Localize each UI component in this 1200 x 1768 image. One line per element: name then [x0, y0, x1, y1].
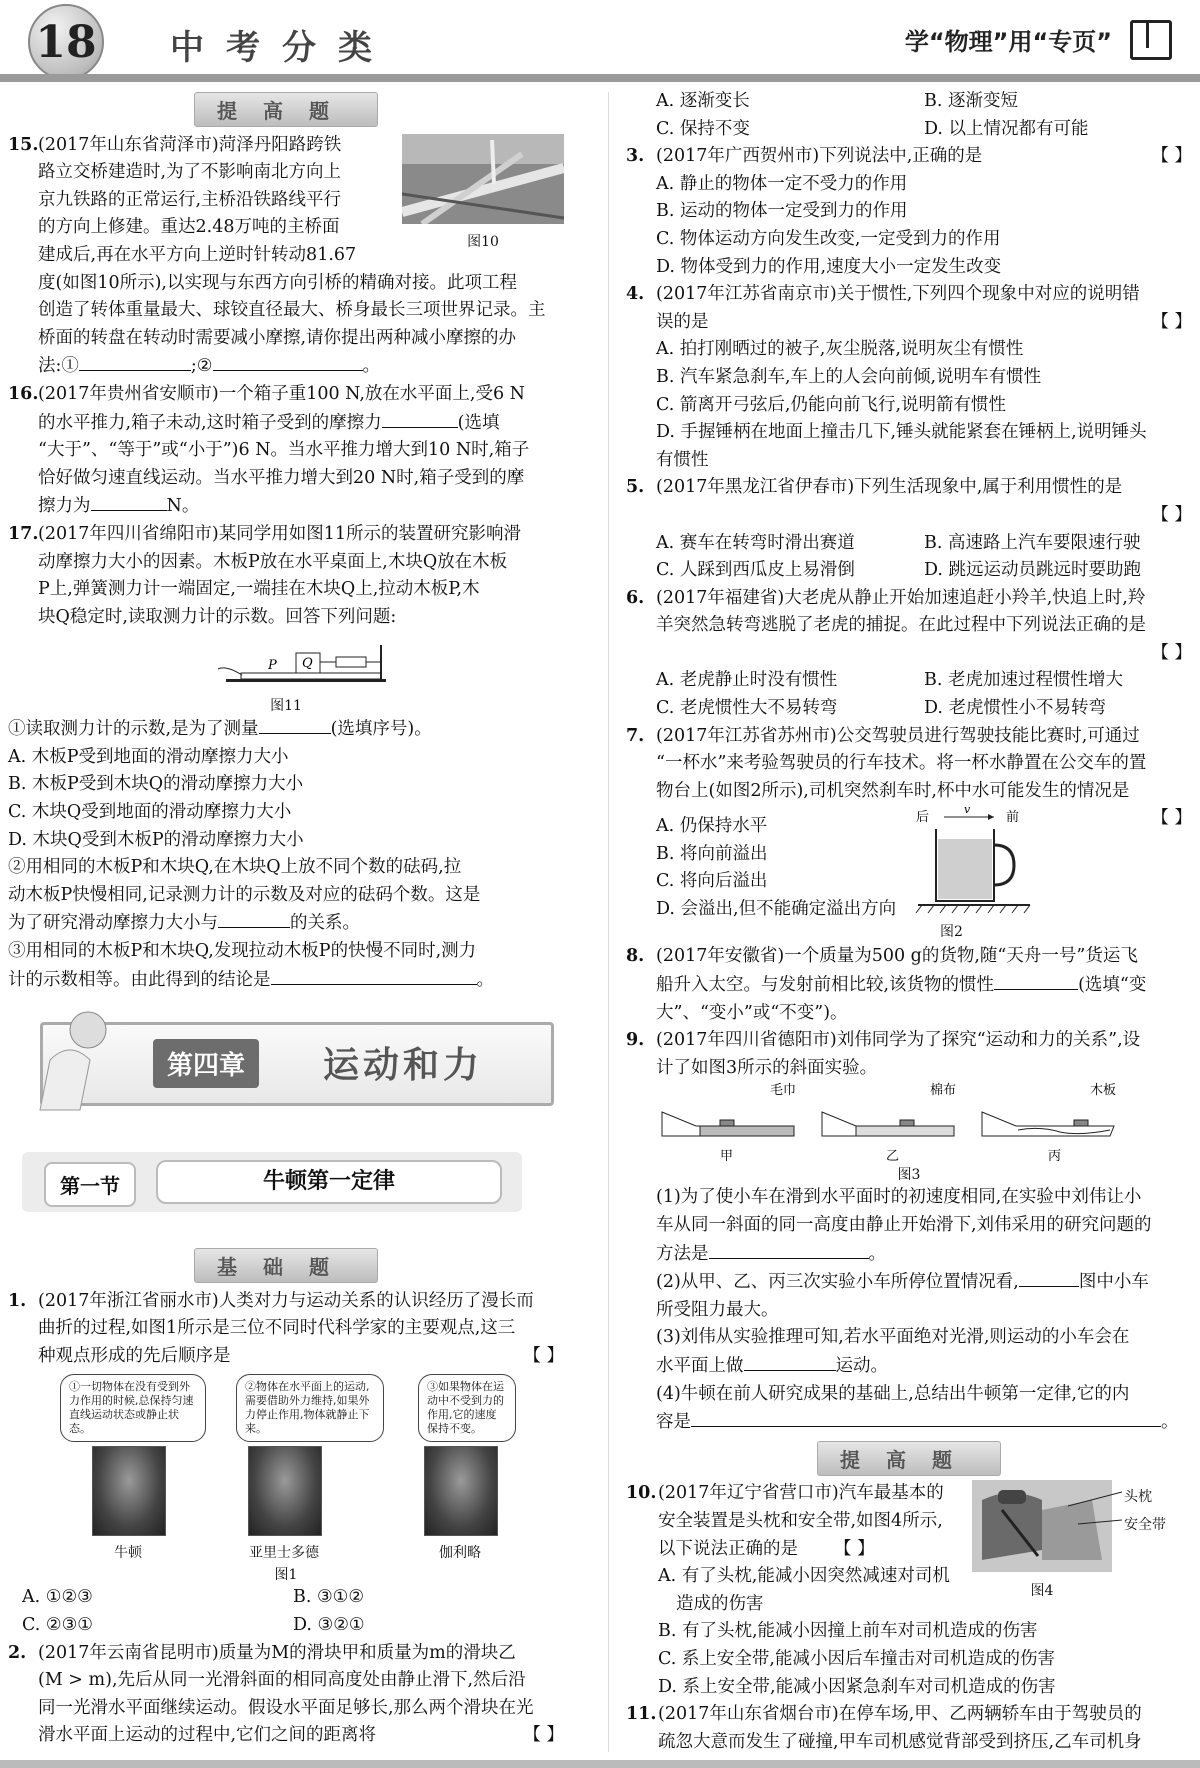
- chapter-tag: 第四章: [153, 1039, 259, 1088]
- answer-bracket[interactable]: 【 】: [523, 1345, 564, 1366]
- figure-11-caption: 图11: [270, 698, 302, 715]
- option-c[interactable]: C. 保持不变: [656, 118, 750, 139]
- figure-10-caption: 图10: [467, 234, 499, 251]
- book-icon: [1130, 20, 1172, 60]
- figure-1-scientists: [8, 1370, 564, 1570]
- q6-options-row1: [626, 667, 1192, 695]
- option-d[interactable]: D. ③②①: [293, 1614, 365, 1635]
- section-title: 牛顿第一定律: [156, 1160, 502, 1204]
- option-c[interactable]: C. 老虎惯性大不易转弯: [656, 698, 838, 719]
- newton-portrait: [92, 1446, 166, 1536]
- answer-bracket[interactable]: 【 】: [1151, 808, 1192, 829]
- option-d[interactable]: D. 跳远运动员跳远时要助跑: [924, 560, 1142, 581]
- answer-blank[interactable]: [218, 909, 290, 928]
- answer-blank[interactable]: [382, 409, 458, 428]
- chapter-title: 运动和力: [323, 1045, 484, 1086]
- label-p: P: [268, 658, 277, 674]
- question-9: 9. (2017年四川省德阳市)刘伟同学为了探究“运动和力的关系”,设 计了如图3所示的斜面实验。 毛巾 棉布 木板 甲 乙 丙 图3 (1)为了使小车在滑到水平面时的初速度相同,在实验中刘伟让小 车从同一斜面的同一高度由静止开始滑下,刘伟采用的研究问题的 方法是 。 (2)从甲、乙、丙三次实验小车所停位置情况看, 图中小车 所受阻力最大。 (3)刘伟从实验推理可知,若水平面绝对光滑,则运动的小车会在 水平面上做 运动。 (4)牛顿在前人研究成果的基础上,总结出牛顿第一定律,它的内 容是 。: [626, 1027, 1192, 1437]
- label-headrest: 头枕: [1124, 1489, 1152, 1506]
- section-banner: [22, 1152, 522, 1212]
- question-11: 11. (2017年山东省烟台市)在停车场,甲、乙两辆轿车由于驾驶员的 疏忽大意而发生了碰撞,甲车司机感觉背部受到挤压,乙车司机身: [626, 1704, 1142, 1752]
- answer-blank[interactable]: [1019, 1268, 1079, 1287]
- q5-options-row2: [626, 557, 1192, 585]
- name-aristotle: 亚里士多德: [249, 1545, 319, 1562]
- aristotle-portrait: [248, 1446, 322, 1536]
- label-cotton: 棉布: [930, 1083, 957, 1099]
- left-column-bottom: [8, 1244, 564, 1750]
- page-number: 18: [35, 16, 97, 68]
- answer-bracket[interactable]: 【 】: [834, 1538, 875, 1559]
- figure-4: [972, 1480, 1192, 1599]
- q2-options-row2: [626, 116, 1192, 144]
- figure-2-caption: 图2: [940, 924, 963, 941]
- label-seatbelt: 安全带: [1124, 1517, 1166, 1534]
- label-wood: 木板: [1090, 1083, 1117, 1099]
- page-number-badge: [28, 4, 104, 80]
- label-towel: 毛巾: [770, 1083, 797, 1099]
- label-q: Q: [302, 656, 313, 672]
- q1-options-row2: [8, 1612, 564, 1640]
- question-6: 6. (2017年福建省)大老虎从静止开始加速追赶小羚羊,快追上时,羚 羊突然急转弯逃脱了老虎的捕捉。在此过程中下列说法正确的是 【 】: [626, 587, 1192, 663]
- option-d[interactable]: D. 老虎惯性小不易转弯: [924, 698, 1107, 719]
- answer-bracket[interactable]: 【 】: [1151, 311, 1192, 332]
- section-label-tigao: 提高题: [8, 92, 564, 128]
- option-a[interactable]: A. 赛车在转弯时滑出赛道: [656, 532, 855, 553]
- label-leader-lines: [1068, 1488, 1124, 1528]
- question-1: 1. (2017年浙江省丽水市)人类对力与运动关系的认识经历了漫长而 曲折的过程,如图1所示是三位不同时代科学家的主要观点,这三 种观点形成的先后顺序是 【 】: [8, 1288, 564, 1371]
- answer-blank[interactable]: [271, 966, 477, 985]
- label-yi: 乙: [886, 1149, 900, 1165]
- question-10: 10. 图4 头枕 安全带 (2017年辽宁省营口市)汽车最基本的 安全装置是头枕和安全带,如图4所示, 以下说法正确的是 【 】 A. 有了头枕,能减小因突然减速对司机 造成的伤害 B. 有了头枕,能减小因撞上前车对司机造成的伤害 C. 系上安全带,能减小因后车撞击对司机造成的伤害 D. 系上安全带,能减小因紧急刹车对司机造成的伤害: [626, 1480, 1192, 1701]
- footer-rule: [0, 1760, 1200, 1768]
- speech-bubble-1: ①一切物体在没有受到外力作用的时候,总保持匀速直线运动状态或静止状态。: [60, 1374, 206, 1442]
- q1-options-row1: [8, 1584, 564, 1612]
- figure-10: [402, 134, 564, 252]
- speech-bubble-2: ②物体在水平面上的运动,需要借助外力维持,如果外力停止作用,物体就静止下来。: [236, 1374, 384, 1442]
- question-17: 17. (2017年四川省绵阳市)某同学用如图11所示的装置研究影响滑 动摩擦力大小的因素。木板P放在水平桌面上,木块Q放在木板 P上,弹簧测力计一端固定,一端挂在木块Q上,拉动木板P,木 块Q稳定时,读取测力计的示数。回答下列问题: P Q 图11 ①读取测力计的示数,是为了测量 (选填序号)。 A. 木板P受到地面的滑动摩擦力大小 B. 木板P受到木块Q的滑动摩擦力大小 C. 木块Q受到地面的滑动摩擦力大小 D. 木块Q受到木板P的滑动摩擦力大小 ②用相同的木板P和木块Q,在木块Q上放不同个数的砝码,拉 动木板P快慢相同,记录测力计的示数及对应的砝码个数。这是 为了研究滑动摩擦力大小与 的关系。 ③用相同的木板P和木块Q,发现拉动木板P的快慢不同时,测力 计的示数相等。由此得到的结论是 。: [8, 521, 564, 994]
- answer-blank[interactable]: [213, 352, 363, 371]
- answer-bracket[interactable]: 【 】: [1151, 146, 1192, 167]
- label-v: v: [964, 805, 971, 817]
- answer-blank[interactable]: [709, 1240, 869, 1259]
- option-b[interactable]: B. 老虎加速过程惯性增大: [924, 670, 1123, 691]
- column-divider: [608, 92, 609, 1752]
- figure-2-cup: [914, 805, 1034, 923]
- figure-3-caption: 图3: [897, 1167, 921, 1184]
- galileo-portrait: [424, 1446, 498, 1536]
- answer-blank[interactable]: [91, 492, 167, 511]
- section-tag: 第一节: [44, 1162, 136, 1207]
- option-b[interactable]: B. 逐渐变短: [924, 91, 1018, 111]
- answer-blank[interactable]: [994, 971, 1078, 990]
- figure-1-caption: 图1: [274, 1567, 298, 1584]
- answer-blank[interactable]: [744, 1352, 836, 1371]
- answer-bracket[interactable]: 【 】: [1151, 642, 1192, 663]
- question-15: 15. 图10 (2017年山东省菏泽市)菏泽丹阳路跨铁 路立交桥建造时,为了不影响南北方向上 京九铁路的正常运行,主桥沿铁路线平行 的方向上修建。重达2.48万吨的主桥面 建成后,再在水平方向上逆时针转动81.67 度(如图10所示),以实现与东西方向引桥的精确对接。此项工程 创造了转体重量最大、球铰直径最大、桥身最长三项世界记录。主 桥面的转盘在转动时需要减小摩擦,请你提出两种减小摩擦的办 法:① ;② 。: [8, 132, 564, 381]
- bridge-photo: [402, 134, 564, 224]
- option-a[interactable]: A. ①②③: [22, 1587, 93, 1608]
- label-bing: 丙: [1048, 1149, 1062, 1165]
- answer-blank[interactable]: [691, 1408, 1161, 1427]
- option-b[interactable]: B. ③①②: [293, 1587, 365, 1608]
- label-front: 前: [1006, 810, 1020, 826]
- option-d[interactable]: D. 以上情况都有可能: [924, 118, 1089, 139]
- label-jia: 甲: [720, 1149, 734, 1165]
- option-c[interactable]: C. ②③①: [22, 1614, 93, 1635]
- header-rule: [0, 74, 1200, 82]
- question-8: 8. (2017年安徽省)一个质量为500 g的货物,随“天舟一号”货运飞 船升入太空。与发射前相比较,该货物的惯性 (选填“变 大”、“变小”或“不变”)。: [626, 946, 1147, 1023]
- answer-blank[interactable]: [259, 715, 331, 734]
- q6-options-row2: [626, 695, 1192, 723]
- name-galileo: 伽利略: [439, 1545, 481, 1562]
- figure-11-apparatus: [216, 635, 386, 693]
- section-label-jichu: 基础题: [8, 1248, 564, 1284]
- left-column-top: [8, 88, 564, 994]
- option-a[interactable]: A. 逐渐变长: [656, 91, 750, 111]
- right-column: [626, 88, 1192, 1756]
- q5-options-row1: [626, 530, 1192, 558]
- section-label-tigao-right: 提高题: [626, 1441, 1192, 1477]
- question-7: 7. (2017年江苏省苏州市)公交驾驶员进行驾驶技能比赛时,可通过 “一杯水”来考验驾驶员的行车技术。将一杯水静置在公交车的置 物台上(如图2所示),司机突然刹车时,杯中水可能发生的情况是 【 】 A. 仍保持水平 B. 将向前溢出 C. 将向后溢出 D. 会溢出,但不能确定溢出方向 后 前 v 图2: [626, 725, 1192, 941]
- option-c[interactable]: C. 人踩到西瓜皮上易滑倒: [656, 560, 855, 581]
- girl-illustration: [30, 1000, 120, 1120]
- question-16: 16. (2017年贵州省安顺市)一个箱子重100 N,放在水平面上,受6 N 的水平推力,箱子未动,这时箱子受到的摩擦力 (选填 “大于”、“等于”或“小于”)6 N。当水平推力增大到10 N时,箱子 恰好做匀速直线运动。当水平推力增大到20 N时,箱子受到的摩 擦力为 N。: [8, 383, 530, 517]
- question-2: 2. (2017年云南省昆明市)质量为M的滑块甲和质量为m的滑块乙 (M > m),先后从同一光滑斜面的相同高度处由静止滑下,然后沿 同一光滑水平面继续运动。假设水平面足够长,那么两个滑块在光 滑水平面上运动的过程中,它们之间的距离将 【 】: [8, 1640, 564, 1750]
- figure-4-caption: 图4: [1030, 1582, 1054, 1599]
- answer-bracket[interactable]: 【 】: [523, 1725, 564, 1746]
- q2-options-row1: [626, 88, 1192, 116]
- header-slogan: 学“物理”用“专页”: [904, 28, 1112, 56]
- speech-bubble-3: ③如果物体在运动中不受到力的作用,它的速度保持不变。: [418, 1374, 516, 1442]
- page-header-title: 中考分类: [170, 28, 394, 68]
- figure-3-ramps: [660, 1082, 1140, 1166]
- label-back: 后: [916, 810, 930, 826]
- answer-bracket[interactable]: 【 】: [1151, 504, 1192, 525]
- option-b[interactable]: B. 高速路上汽车要限速行驶: [924, 532, 1141, 553]
- answer-blank[interactable]: [79, 352, 191, 371]
- question-4: 4. (2017年江苏省南京市)关于惯性,下列四个现象中对应的说明错 误的是 【 】 A. 拍打刚晒过的被子,灰尘脱落,说明灰尘有惯性 B. 汽车紧急刹车,车上的人会向前倾,说明车有惯性 C. 箭离开弓弦后,仍能向前飞行,说明箭有惯性 D. 手握锤柄在地面上撞击几下,锤头就能紧套在锤柄上,说明锤头 有惯性: [626, 284, 1192, 470]
- question-5: 5. (2017年黑龙江省伊春市)下列生活现象中,属于利用惯性的是 【 】: [626, 477, 1192, 525]
- option-a[interactable]: A. 老虎静止时没有惯性: [656, 670, 838, 691]
- name-newton: 牛顿: [114, 1545, 142, 1562]
- question-3: 3. (2017年广西贺州市)下列说法中,正确的是 【 】 A. 静止的物体一定不受力的作用 B. 运动的物体一定受到力的作用 C. 物体运动方向发生改变,一定受到力的作用 D. 物体受到力的作用,速度大小一定发生改变: [626, 143, 1192, 281]
